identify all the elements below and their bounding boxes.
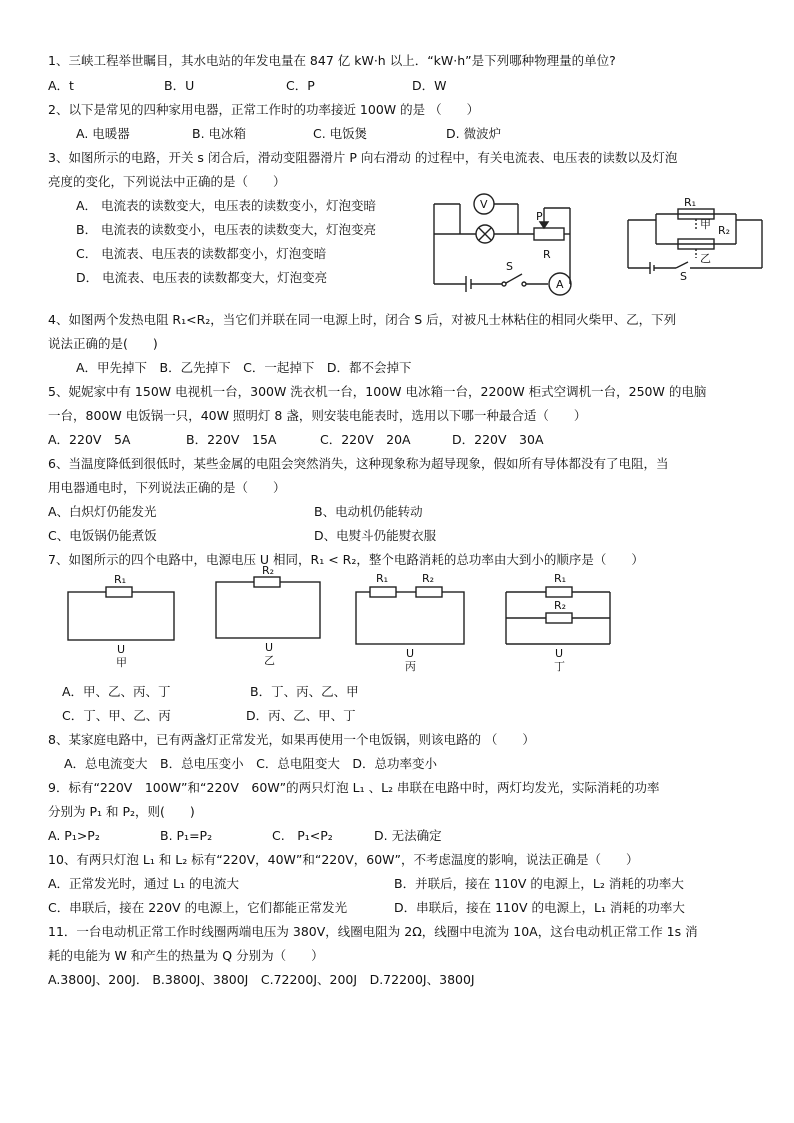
svg-text:U: U <box>555 647 564 660</box>
q3-option-b: B． 电流表的读数变小，电压表的读数变大，灯泡变亮 <box>76 222 377 237</box>
svg-text:R₂: R₂ <box>554 599 567 612</box>
q7-option-b: B．丁、丙、乙、甲 <box>250 684 359 699</box>
q5-option-b: B．220V 15A <box>186 432 277 447</box>
svg-text:R₂: R₂ <box>718 224 731 237</box>
svg-text:A: A <box>556 278 564 291</box>
q10-option-a: A．正常发光时，通过 L₁ 的电流大 <box>48 876 239 891</box>
q1-option-d: D．W <box>412 78 447 93</box>
q4-stem-line1: 4、如图两个发热电阻 R₁<R₂，当它们并联在同一电源上时，闭合 S 后，对被凡士林粘住的相同火柴甲、乙，下列 <box>48 312 677 327</box>
svg-text:R₁: R₁ <box>376 572 389 585</box>
q11-options: A.3800J、200J． B.3800J、3800J C.72200J、200J D.72200J、3800J <box>48 972 475 987</box>
q6-option-a: A、白炽灯仍能发光 <box>48 504 157 519</box>
svg-text:R₁: R₁ <box>554 572 567 585</box>
q10-stem: 10、有两只灯泡 L₁ 和 L₂ 标有“220V，40W”和“220V，60W”，不考虑温度的影响，说法正确是（ ） <box>48 852 639 867</box>
q4-stem-line2: 说法正确的是( ) <box>48 336 158 351</box>
q2-option-b: B. 电冰箱 <box>192 126 247 141</box>
resistor-r2-icon <box>546 613 572 623</box>
q2-option-a: A. 电暖器 <box>76 126 130 141</box>
q1-option-a: A．t <box>48 78 74 93</box>
q9-option-a: A. P₁>P₂ <box>48 828 100 843</box>
q7-stem: 7、如图所示的四个电路中，电源电压 U 相同，R₁ < R₂，整个电路消耗的总功率由大到小的顺序是（ ） <box>48 552 644 567</box>
rheostat-icon <box>534 228 564 240</box>
svg-text:V: V <box>480 198 488 211</box>
q7-circuit-ding <box>504 570 616 672</box>
resistor-icon <box>254 577 280 587</box>
q6-stem-line2: 用电器通电时，下列说法正确的是（ ） <box>48 480 286 495</box>
q9-stem-line1: 9．标有“220V 100W”和“220V 60W”的两只灯泡 L₁ 、L₂ 串联在电路中时，两灯均发光，实际消耗的功率 <box>48 780 660 795</box>
q9-stem-line2: 分别为 P₁ 和 P₂，则( ) <box>48 804 195 819</box>
resistor-r1-icon <box>546 587 572 597</box>
svg-text:U: U <box>265 641 274 654</box>
q3-option-c: C． 电流表、电压表的读数都变小，灯泡变暗 <box>76 246 327 261</box>
q6-option-d: D、电熨斗仍能熨衣服 <box>314 528 437 543</box>
q6-option-c: C、电饭锅仍能煮饭 <box>48 528 157 543</box>
q7-circuit-yi <box>214 566 326 666</box>
q7-option-d: D．丙、乙、甲、丁 <box>246 708 356 723</box>
q10-option-b: B．并联后，接在 110V 的电源上，L₂ 消耗的功率大 <box>394 876 684 891</box>
q10-option-c: C．串联后，接在 220V 的电源上，它们都能正常发光 <box>48 900 348 915</box>
svg-text:P: P <box>536 210 543 223</box>
q8-stem: 8、某家庭电路中，已有两盏灯正常发光，如果再使用一个电饭锅，则该电路的 （ ） <box>48 732 535 747</box>
q5-option-d: D．220V 30A <box>452 432 544 447</box>
svg-text:丁: 丁 <box>554 660 565 673</box>
svg-text:R₁: R₁ <box>114 573 127 586</box>
resistor-r1-icon <box>370 587 396 597</box>
svg-text:丙: 丙 <box>405 660 416 673</box>
q1-option-c: C．P <box>286 78 315 93</box>
svg-text:U: U <box>117 643 126 656</box>
svg-text:S: S <box>506 260 513 273</box>
svg-text:甲: 甲 <box>700 218 711 231</box>
q1-option-b: B．U <box>164 78 195 93</box>
q7-option-a: A．甲、乙、丙、丁 <box>62 684 171 699</box>
svg-text:R₂: R₂ <box>262 564 275 577</box>
svg-text:甲: 甲 <box>116 656 127 669</box>
q3-option-a: A． 电流表的读数变大，电压表的读数变小，灯泡变暗 <box>76 198 377 213</box>
svg-text:U: U <box>406 647 415 660</box>
q4-parallel-diagram <box>626 196 768 283</box>
switch-icon <box>506 274 522 283</box>
q5-stem-line2: 一台，800W 电饭锅一只，40W 照明灯 8 盏，则安装电能表时，选用以下哪一种最合适（ ） <box>48 408 587 423</box>
q3-stem-line2: 亮度的变化，下列说法中正确的是（ ） <box>48 174 286 189</box>
q4-options: A．甲先掉下 B．乙先掉下 C．一起掉下 D．都不会掉下 <box>76 360 412 375</box>
svg-text:R: R <box>543 248 551 261</box>
svg-text:乙: 乙 <box>264 654 275 667</box>
q9-option-b: B. P₁=P₂ <box>160 828 213 843</box>
q7-circuit-jia <box>66 573 178 669</box>
svg-text:S: S <box>680 270 687 283</box>
q2-stem: 2、以下是常见的四种家用电器，正常工作时的功率接近 100W 的是 （ ） <box>48 102 480 117</box>
q10-option-d: D．串联后，接在 110V 的电源上，L₁ 消耗的功率大 <box>394 900 685 915</box>
q2-option-d: D. 微波炉 <box>446 126 502 141</box>
svg-text:R₁: R₁ <box>684 196 697 209</box>
switch-icon <box>676 262 688 268</box>
q3-stem-line1: 3、如图所示的电路，开关 s 闭合后，滑动变阻器滑片 P 向右滑动 的过程中，有关电流表、电压表的读数以及灯泡 <box>48 150 678 165</box>
q1-stem: 1、三峡工程举世瞩目，其水电站的年发电量在 847 亿 kW·h 以上．“kW·h”是下列哪种物理量的单位? <box>48 53 616 68</box>
q9-option-c: C. P₁<P₂ <box>272 828 333 843</box>
q3-option-d: D． 电流表、电压表的读数都变大，灯泡变亮 <box>76 270 328 285</box>
q9-option-d: D. 无法确定 <box>374 828 442 843</box>
resistor-icon <box>106 587 132 597</box>
q5-option-a: A．220V 5A <box>48 432 131 447</box>
q11-stem-line1: 11．一台电动机正常工作时线圈两端电压为 380V，线圈电阻为 2Ω，线圈中电流为 10A，这台电动机正常工作 1s 消 <box>48 924 698 939</box>
q5-stem-line1: 5、妮妮家中有 150W 电视机一台，300W 洗衣机一台，100W 电冰箱一台，2200W 柜式空调机一台，250W 的电脑 <box>48 384 707 399</box>
svg-text:R₂: R₂ <box>422 572 435 585</box>
resistor-r2-icon <box>416 587 442 597</box>
q6-option-b: B、电动机仍能转动 <box>314 504 423 519</box>
q8-options: A．总电流变大 B．总电压变小 C．总电阻变大 D．总功率变小 <box>64 756 437 771</box>
q11-stem-line2: 耗的电能为 W 和产生的热量为 Q 分别为（ ） <box>48 948 324 963</box>
q3-circuit-diagram <box>430 188 610 300</box>
svg-text:乙: 乙 <box>700 252 711 265</box>
q6-stem-line1: 6、当温度降低到很低时，某些金属的电阻会突然消失，这种现象称为超导现象，假如所有导体都没有了电阻，当 <box>48 456 669 471</box>
q5-option-c: C．220V 20A <box>320 432 411 447</box>
q2-option-c: C. 电饭煲 <box>313 126 368 141</box>
q7-circuit-bing <box>354 572 470 672</box>
q7-option-c: C．丁、甲、乙、丙 <box>62 708 171 723</box>
